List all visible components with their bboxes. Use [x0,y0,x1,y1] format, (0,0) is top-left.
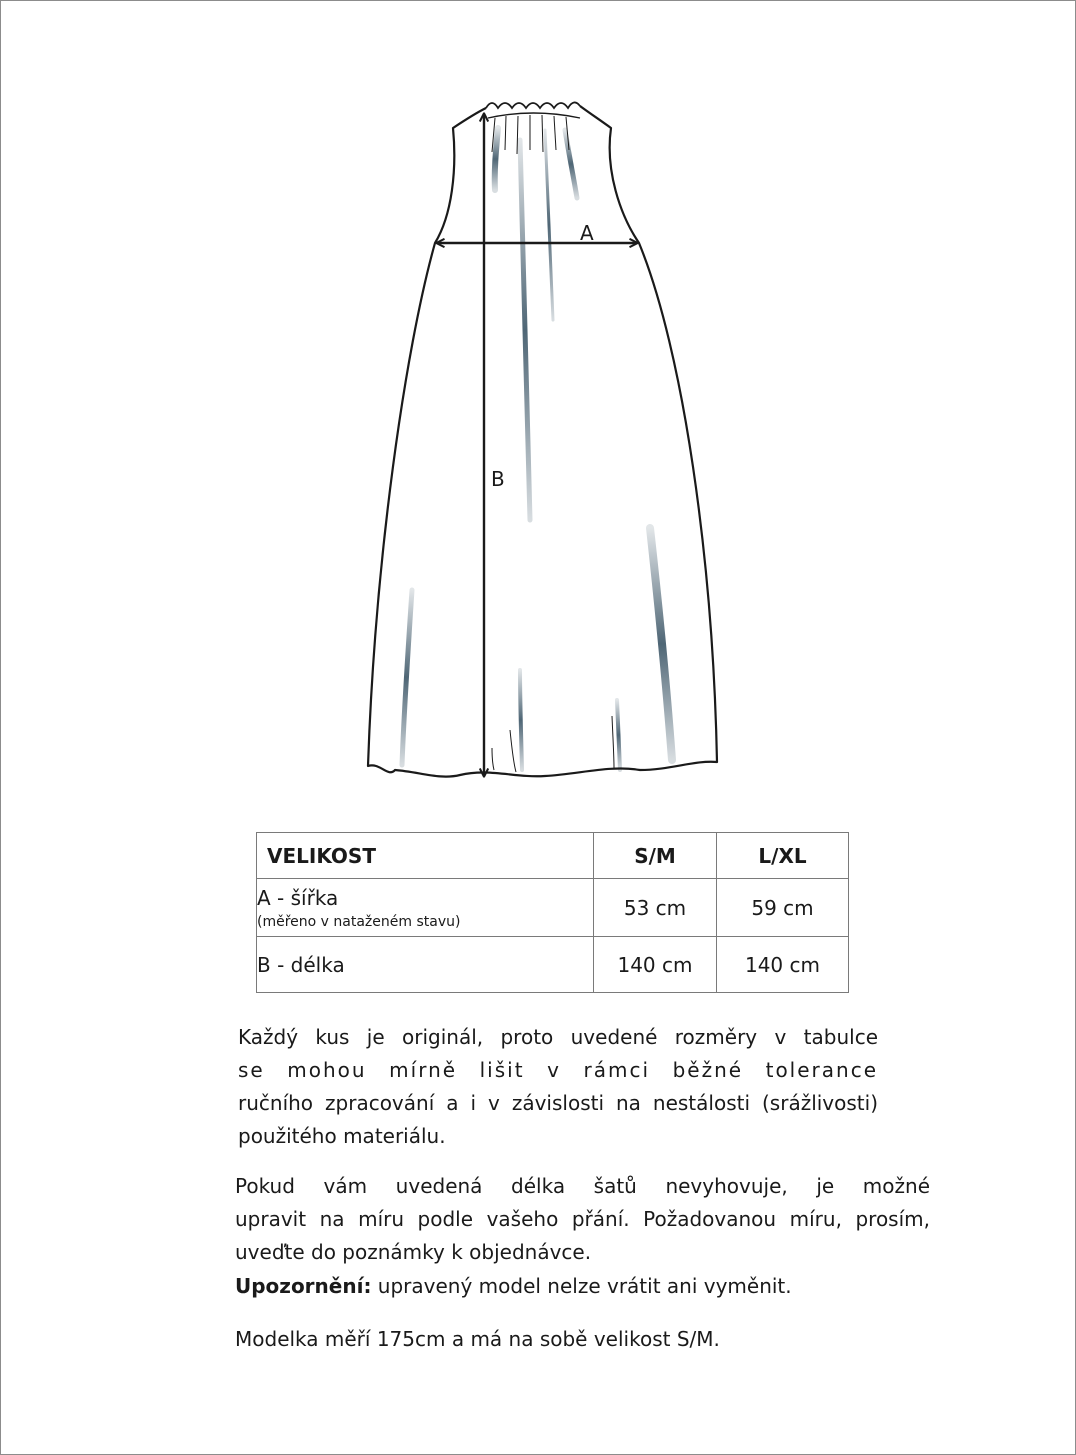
size-table [256,832,849,993]
row-label-note: (měřeno v nataženém stavu) [257,913,461,930]
table-row [257,879,849,937]
paragraph-line: upravit na míru podle vašeho přání. Požadovanou míru, prosím, [235,1207,930,1231]
model-note: Modelka měří 175cm a má na sobě velikost S/M. [235,1327,720,1351]
length-adjust-paragraph [235,1170,930,1269]
header-col-sm: S/M [594,833,717,879]
warning-paragraph [235,1270,930,1303]
cell-lxl: 140 cm [717,937,849,993]
paragraph-line: Pokud vám uvedená délka šatů nevyhovuje, je možné [235,1174,930,1198]
dimension-b-label: B [491,467,505,491]
dimension-a-label: A [580,221,594,245]
warning-label: Upozornění: [235,1274,372,1298]
warning-text: upravený model nelze vrátit ani vyměnit. [371,1274,792,1298]
tolerance-paragraph [238,1021,878,1153]
cell-sm: 140 cm [594,937,717,993]
row-label [257,879,594,937]
paragraph-line: použitého materiálu. [238,1124,446,1148]
fabric-shading [402,128,672,770]
paragraph-line: ručního zpracování a i v závislosti na nestálosti (srážlivosti) [238,1091,878,1115]
header-col-lxl: L/XL [717,833,849,879]
cell-lxl: 59 cm [717,879,849,937]
row-label-text: B - délka [257,952,345,977]
row-label [257,937,594,993]
size-table-header [257,833,849,879]
cell-sm: 53 cm [594,879,717,937]
collar-gathers [492,115,569,154]
ruffle-collar [486,102,580,108]
header-size: VELIKOST [257,833,594,879]
paragraph-line: Každý kus je originál, proto uvedené rozměry v tabulce [238,1025,878,1049]
paragraph-line: uveďte do poznámky k objednávce. [235,1240,592,1264]
paragraph-line: se mohou mírně lišit v rámci běžné tolerance [238,1058,878,1082]
table-row [257,937,849,993]
row-label-text: A - šířka [257,885,339,910]
